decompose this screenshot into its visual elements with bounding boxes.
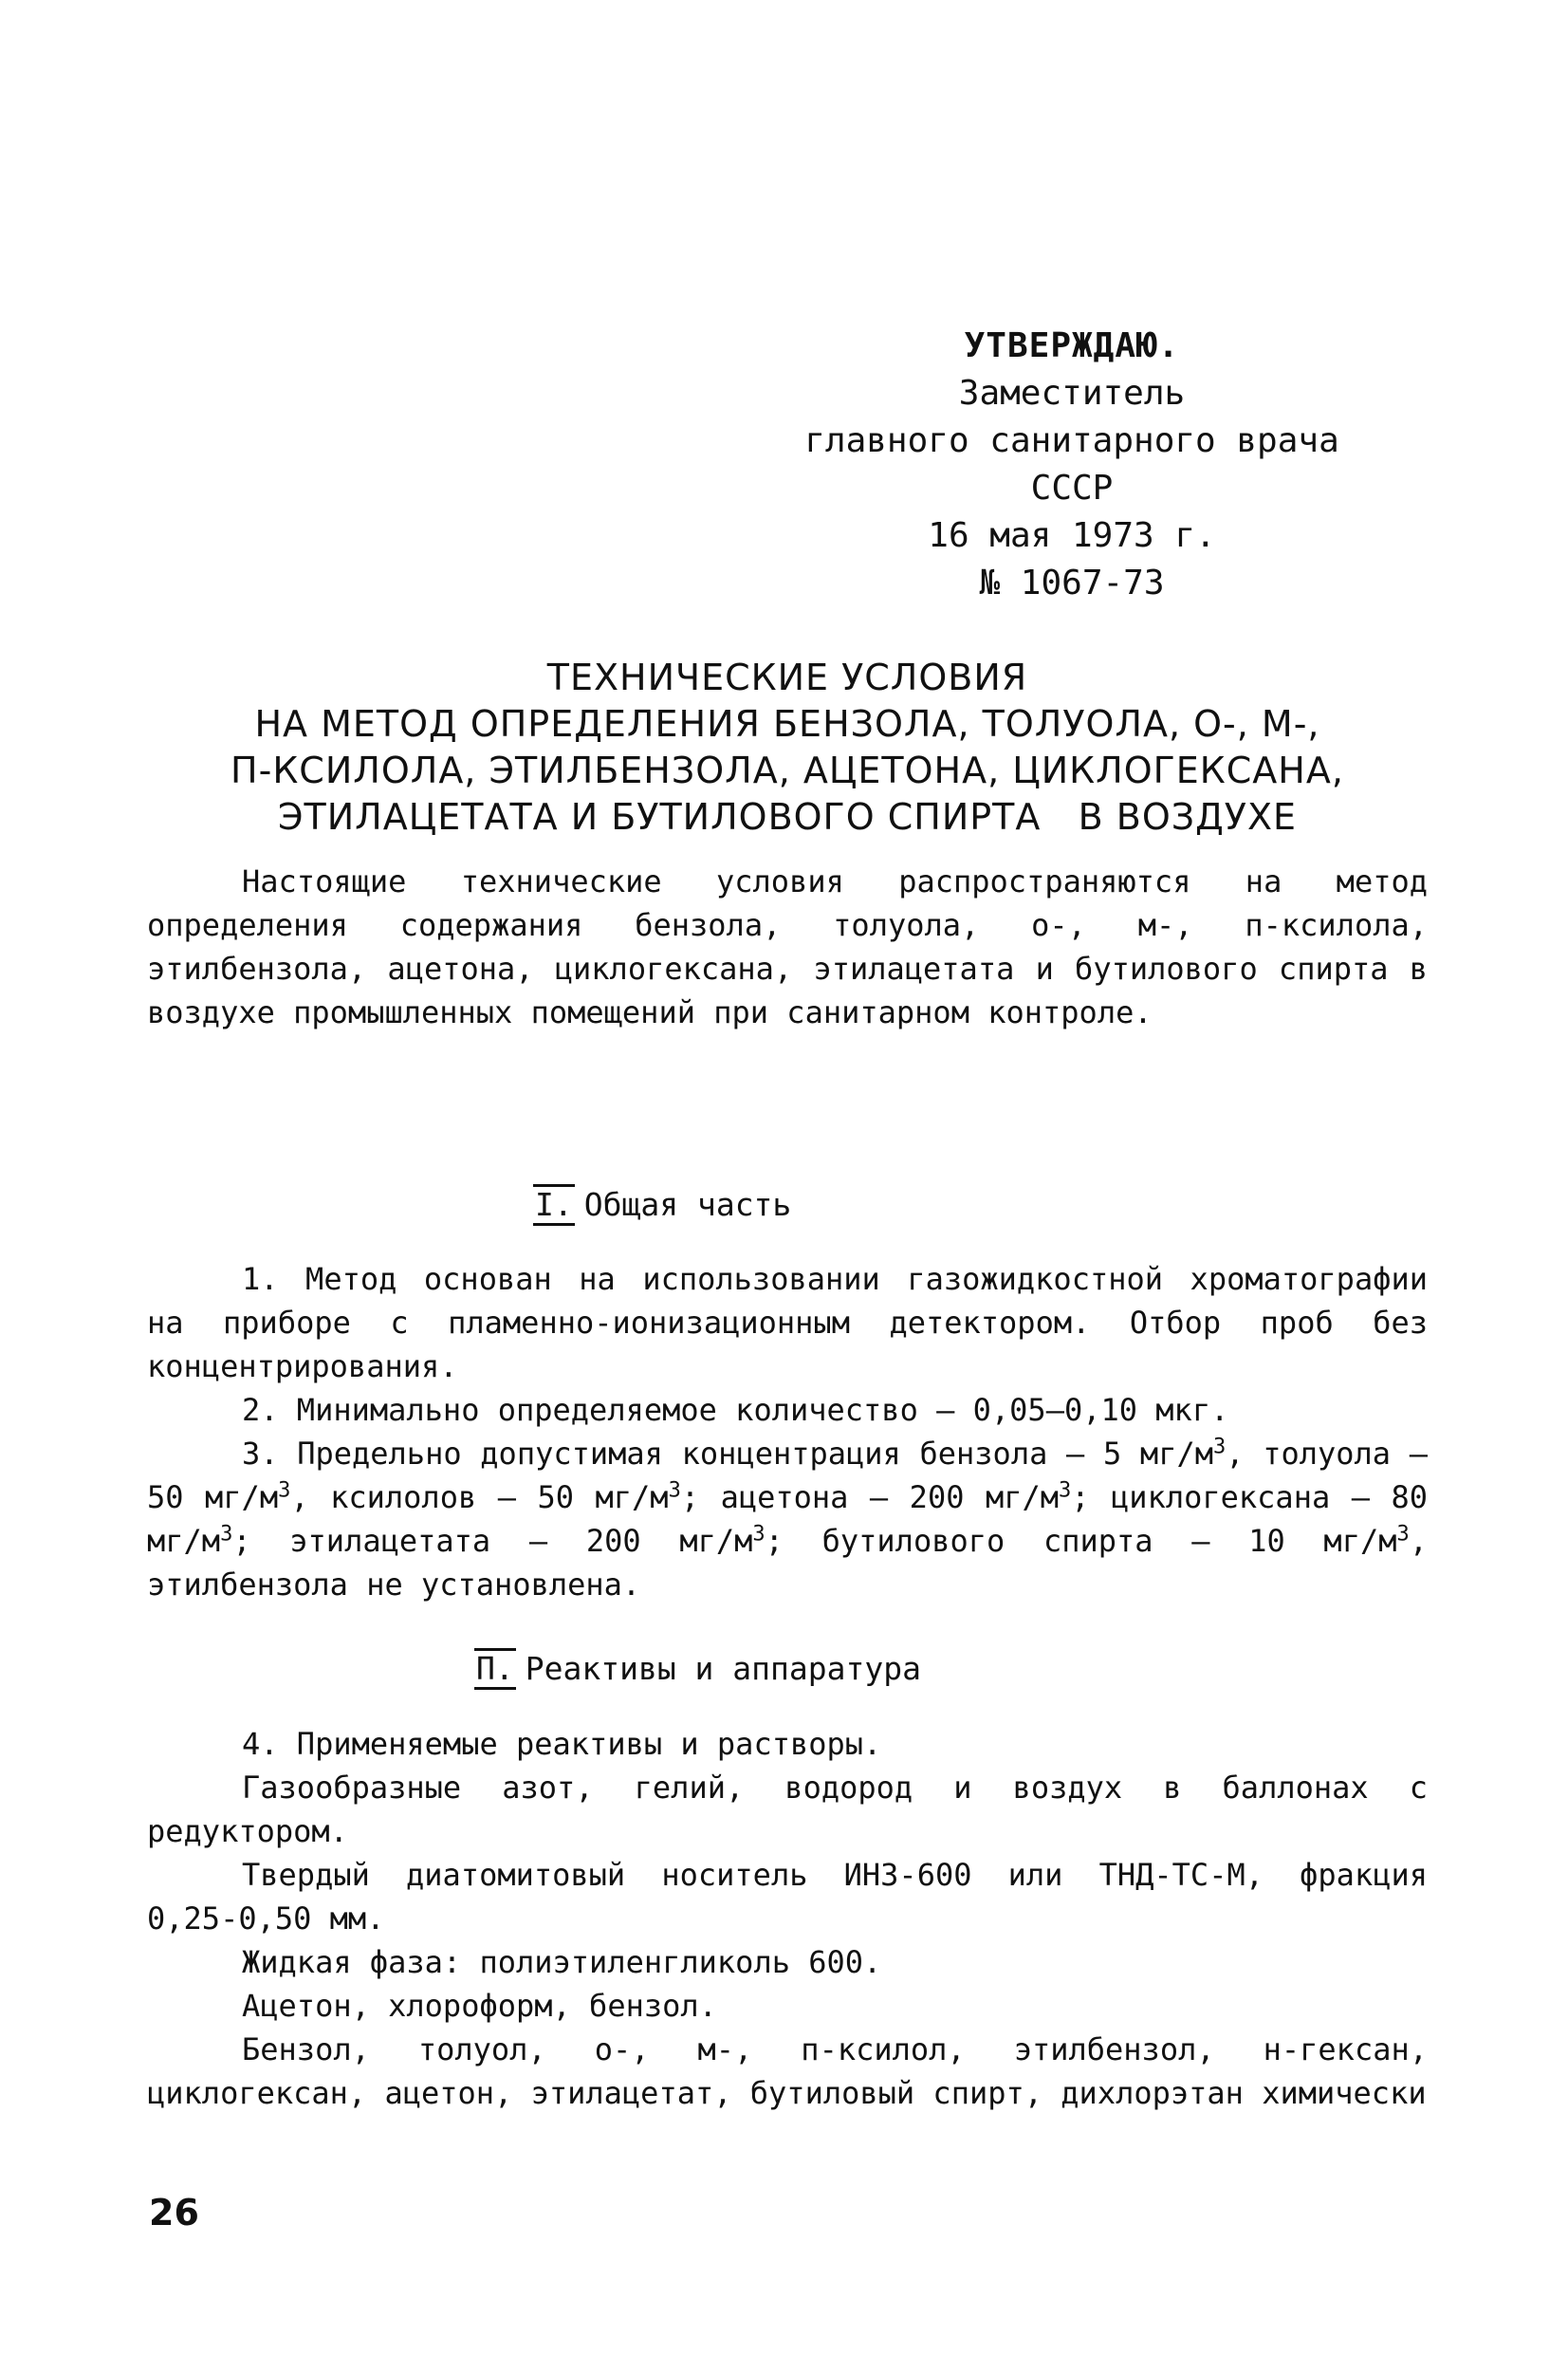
clause-3-part-h: , этилбензола не установлена.	[147, 1523, 1429, 1603]
clause-4: 4. Применяемые реактивы и растворы.	[242, 1726, 882, 1762]
section-1-number: I.	[533, 1184, 575, 1226]
intro-paragraph	[147, 860, 1428, 1034]
clause-3-part-g: ; бутилового спирта – 10 мг/м	[765, 1523, 1397, 1559]
section-1-body	[147, 1257, 1428, 1606]
reagents-liquid-phase: Жидкая фаза: полиэтиленгликоль 600.	[242, 1944, 882, 1980]
reagents-gases: Газообразные азот, гелий, водород и воздух в баллонах с редуктором.	[147, 1770, 1428, 1849]
clause-3-part-e: ; циклогексана – 80 мг/м	[147, 1479, 1429, 1559]
reagents-carrier: Твердый диатомитовый носитель ИНЗ-600 или ТНД-ТС-М, фракция 0,25-0,50 мм.	[147, 1857, 1428, 1937]
clause-3-part-a: 3. Предельно допустимая концентрация бензола – 5 мг/м	[242, 1436, 1213, 1472]
clause-3	[147, 1432, 1428, 1606]
clause-2: 2. Минимально определяемое количество – 0,05–0,10 мкг.	[242, 1392, 1229, 1428]
unit-superscript: 3	[752, 1522, 766, 1547]
clause-3-part-b: , толуола – 50 мг/м	[147, 1436, 1429, 1515]
page-number: 26	[149, 2192, 199, 2234]
section-1-title: Общая часть	[583, 1186, 792, 1223]
approval-date: 16 мая 1973 г.	[928, 516, 1216, 555]
approval-position-2: главного санитарного врача	[804, 421, 1339, 460]
clause-3-part-d: ; ацетона – 200 мг/м	[680, 1479, 1060, 1515]
unit-superscript: 3	[1059, 1478, 1072, 1503]
approval-position: Заместитель	[958, 374, 1186, 413]
approval-country: СССР	[1030, 469, 1114, 508]
intro-text: Настоящие технические условия распространяются на метод определения содержания бензола, толуола, о-, м-, п-ксилола, этилбензола, ацетона, циклогексана, этилацетата и бутилового спирта в воздухе промышленных помещений при санитарном контроле.	[147, 863, 1428, 1030]
section-2-number: П.	[474, 1648, 516, 1690]
reagents-list: Бензол, толуол, о-, м-, п-ксилол, этилбензол, н-гексан, циклогексан, ацетон, этилацетат, бутиловый спирт, дихлорэтан химически	[147, 2031, 1428, 2111]
unit-superscript: 3	[1396, 1522, 1410, 1547]
title-line-1: ТЕХНИЧЕСКИЕ УСЛОВИЯ	[546, 657, 1028, 698]
clause-3-part-f: ; этилацетата – 200 мг/м	[232, 1523, 753, 1559]
unit-superscript: 3	[220, 1522, 233, 1547]
section-2-body	[147, 1722, 1428, 2115]
unit-superscript: 3	[278, 1478, 291, 1503]
section-2-heading	[474, 1647, 921, 1691]
document-title	[152, 655, 1423, 841]
clause-1: 1. Метод основан на использовании газожидкостной хроматографии на приборе с пламенно-ионизационным детектором. Отбор проб без концентрирования.	[147, 1261, 1428, 1384]
reagents-solvents: Ацетон, хлороформ, бензол.	[242, 1988, 717, 2024]
approval-block	[787, 323, 1356, 607]
unit-superscript: 3	[668, 1478, 681, 1503]
section-1-heading	[533, 1183, 791, 1227]
clause-3-part-c: , ксилолов – 50 мг/м	[290, 1479, 669, 1515]
section-2-title: Реактивы и аппаратура	[525, 1650, 921, 1687]
approval-title: УТВЕРЖДАЮ.	[964, 326, 1180, 365]
unit-superscript: 3	[1213, 1435, 1227, 1459]
title-line-2: НА МЕТОД ОПРЕДЕЛЕНИЯ БЕНЗОЛА, ТОЛУОЛА, О-, М-,	[254, 703, 1320, 745]
title-line-3: П-КСИЛОЛА, ЭТИЛБЕНЗОЛА, АЦЕТОНА, ЦИКЛОГЕКСАНА,	[231, 750, 1344, 791]
title-line-4: ЭТИЛАЦЕТАТА И БУТИЛОВОГО СПИРТА В ВОЗДУХЕ	[277, 796, 1297, 838]
approval-number: № 1067-73	[979, 564, 1165, 602]
